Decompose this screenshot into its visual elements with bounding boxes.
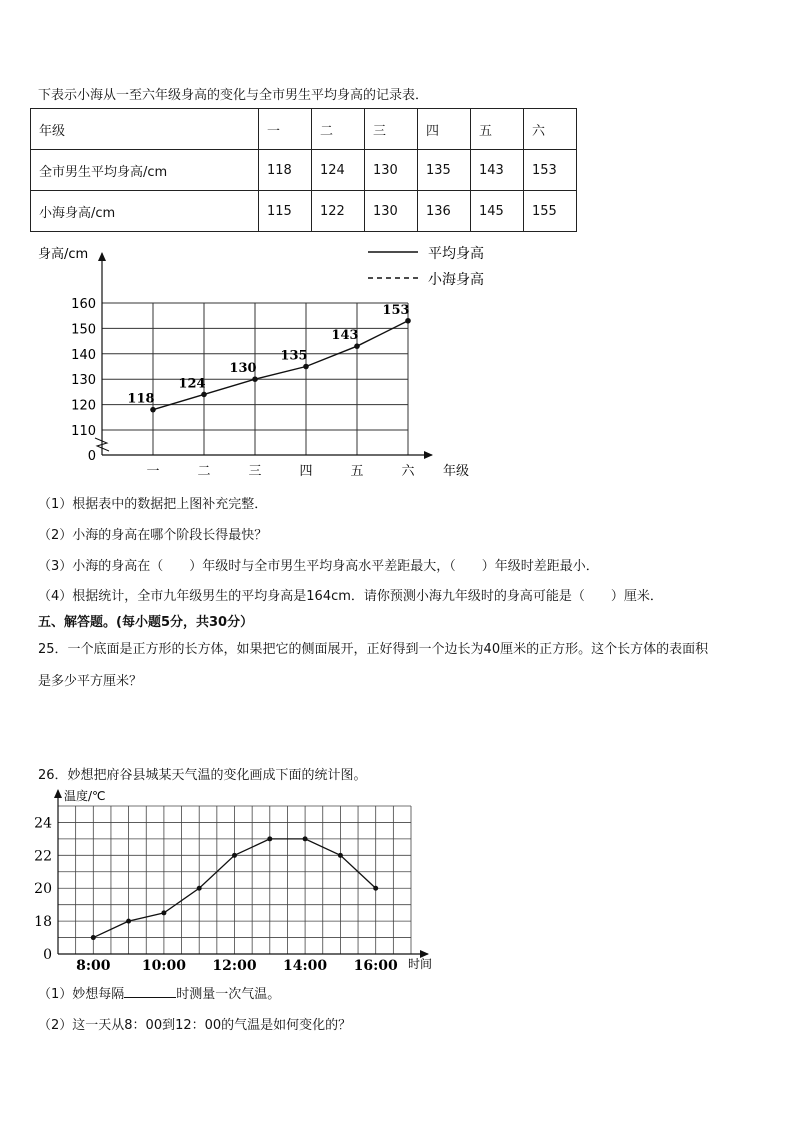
table-cell: 130 [365, 150, 418, 191]
data-point [373, 886, 378, 891]
table-header-cell: 二 [312, 109, 365, 150]
problem-26-question-1 [38, 983, 280, 1002]
data-label: 153 [382, 302, 410, 318]
table-cell: 118 [259, 150, 312, 191]
table-cell: 122 [312, 191, 365, 232]
table-header-cell: 六 [524, 109, 577, 150]
x-tick-label: 10:00 [141, 958, 186, 974]
y-tick-label: 120 [71, 398, 96, 414]
x-axis-arrow [424, 451, 433, 459]
problem-25-line2: 是多少平方厘米？ [38, 674, 143, 689]
table-header-cell: 年级 [31, 109, 259, 150]
section-heading: 五、解答题。(每小题5分，共30分） [38, 615, 254, 630]
data-point [303, 364, 309, 370]
table-cell: 115 [259, 191, 312, 232]
table-header-cell: 四 [418, 109, 471, 150]
data-point [150, 407, 156, 413]
problem-26-question-2: （2）这一天从8：00到12：00的气温是如何变化的？ [38, 1018, 352, 1033]
x-tick-label: 三 [248, 464, 262, 479]
average-height-line [153, 321, 408, 410]
temperature-line-chart [0, 783, 460, 978]
table-cell: 145 [471, 191, 524, 232]
table-cell: 130 [365, 191, 418, 232]
y-tick-label: 22 [34, 848, 52, 865]
data-point [267, 836, 272, 841]
data-label: 143 [331, 328, 359, 344]
table-intro: 下表示小海从一至六年级身高的变化与全市男生平均身高的记录表． [38, 88, 429, 103]
x-axis-label: 时间 [408, 957, 433, 971]
data-label: 130 [229, 361, 257, 377]
x-tick-label: 五 [350, 464, 364, 479]
y-axis-label: 温度/℃ [64, 789, 106, 803]
x-tick-label: 16:00 [353, 958, 398, 974]
data-point [232, 853, 237, 858]
height-record-table [30, 108, 577, 232]
data-point [405, 318, 411, 324]
data-label: 135 [280, 348, 308, 364]
x-axis-label: 年级 [443, 464, 470, 479]
table-cell: 153 [524, 150, 577, 191]
question-4: （4）根据统计，全市九年级男生的平均身高是164cm．请你预测小海九年级时的身高可能是（ ）厘米． [38, 589, 663, 604]
answer-blank[interactable] [124, 985, 176, 998]
table-header-cell: 一 [259, 109, 312, 150]
y-tick-label: 20 [34, 881, 52, 898]
x-tick-label: 12:00 [212, 958, 257, 974]
y-axis-arrow [98, 252, 106, 261]
table-cell: 155 [524, 191, 577, 232]
data-label: 118 [127, 391, 155, 407]
x-tick-label: 14:00 [283, 958, 328, 974]
table-cell: 143 [471, 150, 524, 191]
data-point [161, 910, 166, 915]
table-cell: 136 [418, 191, 471, 232]
table-row-label: 小海身高/cm [31, 191, 259, 232]
x-tick-label: 8:00 [76, 958, 111, 974]
x-tick-label: 二 [197, 464, 211, 479]
y-axis-arrow [54, 789, 62, 798]
question-2: （2）小海的身高在哪个阶段长得最快？ [38, 528, 268, 543]
y-tick-label: 0 [43, 947, 52, 963]
table-header-cell: 三 [365, 109, 418, 150]
y-axis-label: 身高/cm [38, 247, 89, 262]
legend-label: 平均身高 [428, 246, 484, 262]
table-cell: 135 [418, 150, 471, 191]
x-tick-label: 四 [299, 464, 313, 479]
legend-label: 小海身高 [428, 272, 484, 288]
question-3: （3）小海的身高在（ ）年级时与全市男生平均身高水平差距最大，（ ）年级时差距最小． [38, 559, 599, 574]
y-tick-label: 18 [34, 914, 52, 931]
y-tick-label: 150 [71, 322, 96, 338]
question-1-prefix: （1）妙想每隔 [38, 987, 125, 1002]
x-tick-label: 六 [401, 464, 415, 479]
data-point [354, 343, 360, 349]
table-cell: 124 [312, 150, 365, 191]
data-point [91, 935, 96, 940]
table-header-row [31, 109, 577, 150]
question-1: （1）根据表中的数据把上图补充完整． [38, 497, 268, 512]
data-point [303, 836, 308, 841]
height-line-chart [0, 240, 520, 485]
problem-25-line1: 25．一个底面是正方形的长方体，如果把它的侧面展开，正好得到一个边长为40厘米的正方形。这个长方体的表面积 [38, 642, 709, 657]
table-row-label: 全市男生平均身高/cm [31, 150, 259, 191]
data-point [126, 919, 131, 924]
y-tick-label: 130 [71, 373, 96, 389]
data-point [338, 853, 343, 858]
table-header-cell: 五 [471, 109, 524, 150]
data-point [197, 886, 202, 891]
y-tick-label: 160 [71, 297, 96, 312]
question-1-suffix: 时测量一次气温。 [176, 987, 281, 1002]
table-row [31, 150, 577, 191]
y-tick-label: 110 [71, 424, 96, 439]
y-tick-label: 0 [87, 449, 96, 464]
problem-26-intro: 26．妙想把府谷县城某天气温的变化画成下面的统计图。 [38, 768, 367, 783]
data-label: 124 [178, 376, 206, 392]
y-tick-label: 24 [34, 815, 52, 832]
data-point [252, 376, 258, 382]
table-row [31, 191, 577, 232]
y-tick-label: 140 [71, 347, 96, 363]
x-tick-label: 一 [146, 464, 160, 479]
data-point [201, 392, 207, 398]
